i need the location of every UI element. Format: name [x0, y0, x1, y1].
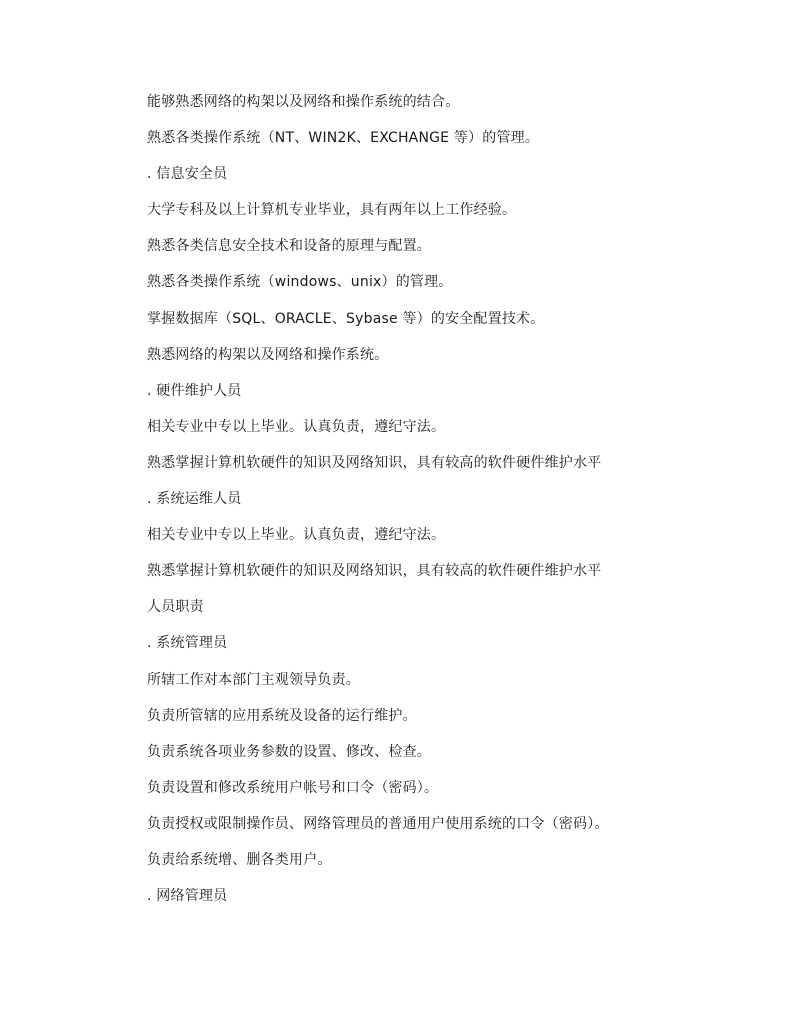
text-line: 负责所管辖的应用系统及设备的运行维护。: [147, 707, 417, 724]
text-line: 熟悉各类操作系统（windows、unix）的管理。: [147, 274, 453, 291]
section-heading: . 系统运维人员: [147, 491, 242, 508]
text-line: 掌握数据库（SQL、ORACLE、Sybase 等）的安全配置技术。: [147, 310, 545, 327]
text-line: 相关专业中专以上毕业。认真负责，遵纪守法。: [147, 418, 446, 435]
section-heading: . 信息安全员: [147, 166, 228, 183]
text-line: 大学专科及以上计算机专业毕业，具有两年以上工作经验。: [147, 202, 517, 219]
text-line: 能够熟悉网络的构架以及网络和操作系统的结合。: [147, 94, 460, 110]
text-line: 熟悉掌握计算机软硬件的知识及网络知识，具有较高的软件硬件维护水平: [147, 563, 602, 580]
section-heading: . 系统管理员: [147, 635, 228, 652]
text-line: 负责给系统增、删各类用户。: [147, 851, 332, 868]
text-line: 负责授权或限制操作员、网络管理员的普通用户使用系统的口令（密码）。: [147, 815, 609, 832]
section-heading: . 网络管理员: [147, 888, 228, 905]
text-line: 相关专业中专以上毕业。认真负责，遵纪守法。: [147, 527, 446, 544]
text-line: 熟悉网络的构架以及网络和操作系统。: [147, 346, 389, 363]
section-heading: . 硬件维护人员: [147, 382, 242, 399]
document-body: [147, 88, 747, 918]
text-line: 负责系统各项业务参数的设置、修改、检查。: [147, 743, 431, 760]
text-line: 熟悉掌握计算机软硬件的知识及网络知识，具有较高的软件硬件维护水平: [147, 454, 602, 471]
text-line: 熟悉各类操作系统（NT、WIN2K、EXCHANGE 等）的管理。: [147, 130, 540, 147]
text-line: 负责设置和修改系统用户帐号和口令（密码）。: [147, 779, 439, 796]
section-title: 人员职责: [147, 599, 204, 616]
text-line: 熟悉各类信息安全技术和设备的原理与配置。: [147, 238, 431, 255]
text-line: 所辖工作对本部门主观领导负责。: [147, 671, 360, 688]
